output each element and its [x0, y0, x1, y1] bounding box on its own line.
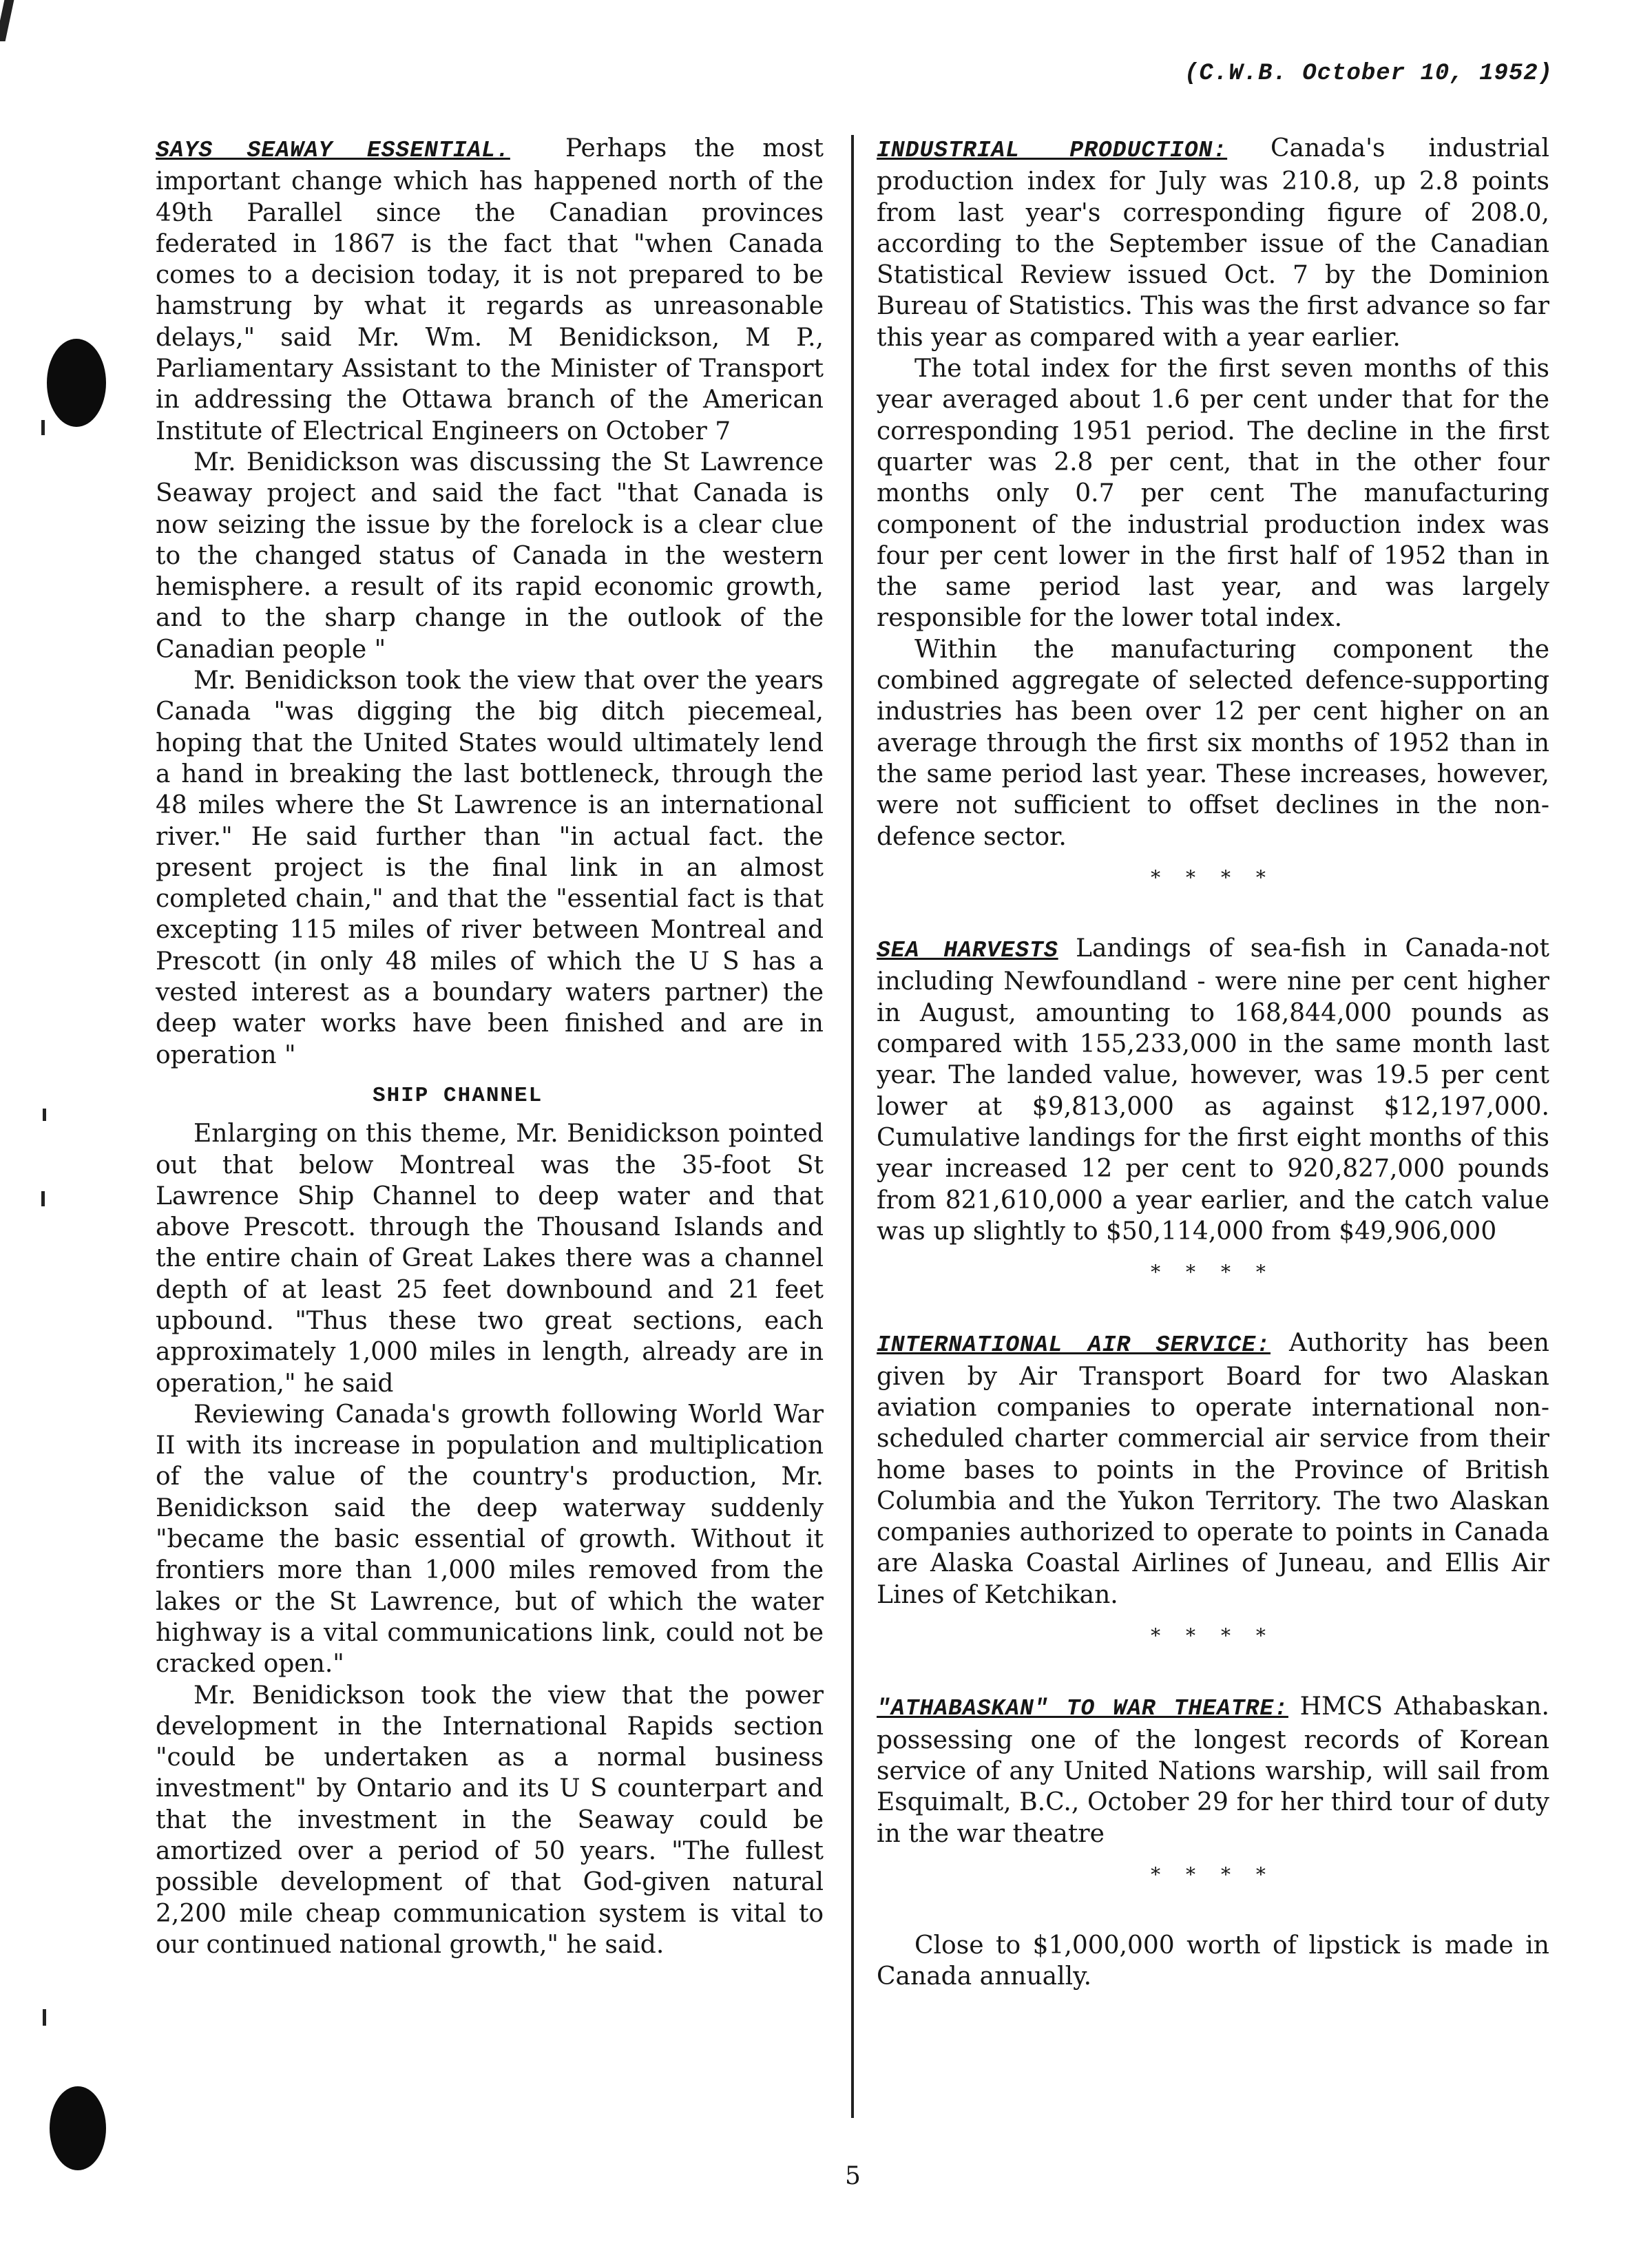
paragraph: Landings of sea-fish in Canada-not including Newfoundland - were nine per cent higher in August, amounting to 168,844,000 pounds as compared with 155,233,000 in the same month last year. The landed value, however, was 19.5 per cent lower at $9,813,000 as against $12,197,000. Cumulative landings for the first eight months of this year increased 12 per cent to 920,827,000 pounds from 821,610,000 a year earlier, and the catch value was up slightly to $50,114,000 from $49,906,000: [877, 934, 1550, 1246]
left-column: [156, 133, 824, 1960]
corner-mark: [0, 0, 14, 41]
margin-tick: [43, 1109, 46, 1121]
heading-industrial-production: INDUSTRIAL PRODUCTION:: [877, 138, 1228, 163]
article-seaway: [156, 133, 824, 447]
heading-says-seaway-essential: SAYS SEAWAY ESSENTIAL.: [156, 138, 510, 163]
column-divider: [851, 135, 854, 2118]
paragraph: Mr. Benidickson took the view that over the years Canada "was digging the big ditch piecemeal, hoping that the United States would ultimately lend a hand in breaking the last bottleneck, through the 48 miles where the St Lawrence is an international river." He said further than "in actual fact. the present project is the final link in an almost completed chain," and that the "essential fact is that excepting 115 miles of river between Montreal and Prescott (in only 48 miles of which the U S has a vested interest as a boundary waters partner) the deep water works have been finished and are in operation ": [156, 667, 824, 1069]
paragraph: Enlarging on this theme, Mr. Benidickson pointed out that below Montreal was the 35-foot St Lawrence Ship Channel to deep water and that above Prescott. through the Thousand Islands and the entire chain of Great Lakes there was a channel depth of at least 25 feet downbound and 21 feet upbound. "Thus these two great sections, each approximately 1,000 miles in length, already are in operation," he said: [156, 1120, 824, 1398]
subheading-ship-channel: SHIP CHANNEL: [373, 1083, 543, 1108]
right-column: [877, 133, 1549, 1993]
margin-tick: [41, 1191, 45, 1206]
separator-stars: * * * *: [1151, 1261, 1275, 1284]
page-number: 5: [845, 2162, 861, 2190]
heading-international-air-service: INTERNATIONAL AIR SERVICE:: [877, 1332, 1271, 1358]
paragraph-lipstick: Close to $1,000,000 worth of lipstick is made in Canada annually.: [877, 1931, 1549, 1991]
punch-hole-top: [47, 339, 106, 427]
margin-tick: [41, 420, 45, 435]
separator-stars: * * * *: [1151, 1863, 1275, 1886]
heading-sea-harvests: SEA HARVESTS: [877, 938, 1058, 964]
article-sea-harvests: [877, 933, 1549, 1247]
article-international-air-service: [877, 1328, 1549, 1611]
article-athabaskan: [877, 1691, 1549, 1849]
article-industrial-production: [877, 133, 1549, 353]
heading-athabaskan-to-war-theatre: "ATHABASKAN" TO WAR THEATRE:: [877, 1696, 1288, 1722]
document-reference: (C.W.B. October 10, 1952): [1184, 61, 1554, 87]
paragraph: Authority has been given by Air Transport Board for two Alaskan aviation companies to operate international non-scheduled charter commercial air service from their home bases to points in the Province of British Columbia and the Yukon Territory. The two Alaskan companies authorized to operate to points in Canada are Alaska Coastal Airlines of Juneau, and Ellis Air Lines of Ketchikan.: [877, 1329, 1549, 1609]
paragraph: HMCS Athabaskan. possessing one of the longest records of Korean service of any United Nations warship, will sail from Esquimalt, B.C., October 29 for her third tour of duty in the war theatre: [877, 1692, 1549, 1848]
paragraph: Within the manufacturing component the combined aggregate of selected defence-supporting industries has been over 12 per cent higher on an average through the first six months of 1952 than in the same period last year. These increases, however, were not sufficient to offset declines in the non-defence sector.: [877, 635, 1549, 851]
paragraph: Reviewing Canada's growth following World War II with its increase in population and multiplication of the value of the country's production, Mr. Benidickson said the deep waterway suddenly "became the basic essential of growth. Without it frontiers more than 1,000 miles removed from the lakes or the St Lawrence, but of which the water highway is a vital communications link, could not be cracked open.": [156, 1400, 824, 1679]
paragraph: Perhaps the most important change which has happened north of the 49th Parallel since the Canadian provinces federated in 1867 is the fact that "when Canada comes to a decision today, it is not prepared to be hamstrung by what it regards as unreasonable delays," said Mr. Wm. M Benidickson, M P., Parliamentary Assistant to the Minister of Transport in addressing the Ottawa branch of the American Institute of Electrical Engineers on October 7: [156, 134, 824, 445]
separator-stars: * * * *: [1151, 1624, 1275, 1648]
punch-hole-bottom: [50, 2086, 106, 2170]
paragraph: The total index for the first seven months of this year averaged about 1.6 per cent under that for the corresponding 1951 period. The decline in the first quarter was 2.8 per cent, that in the other four months only 0.7 per cent The manufacturing component of the industrial production index was four per cent lower in the first half of 1952 than in the same period last year, and was largely responsible for the lower total index.: [877, 355, 1549, 633]
separator-stars: * * * *: [1151, 866, 1275, 889]
paragraph: Canada's industrial production index for July was 210.8, up 2.8 points from last year's corresponding figure of 208.0, according to the September issue of the Canadian Statistical Review issued Oct. 7 by the Dominion Bureau of Statistics. This was the first advance so far this year as compared with a year earlier.: [877, 134, 1549, 352]
margin-tick: [43, 2009, 46, 2026]
paragraph: Mr. Benidickson took the view that the power development in the International Rapids section "could be undertaken as a normal business investment" by Ontario and its U S counterpart and that the investment in the Seaway could be amortized over a period of 50 years. "The fullest possible development of that God-given natural 2,200 mile cheap communication system is vital to our continued national growth," he said.: [156, 1681, 824, 1959]
paragraph: Mr. Benidickson was discussing the St Lawrence Seaway project and said the fact "that Canada is now seizing the issue by the forelock is a clear clue to the changed status of Canada in the western hemisphere. a result of its rapid economic growth, and to the sharp change in the outlook of the Canadian people ": [156, 448, 824, 664]
